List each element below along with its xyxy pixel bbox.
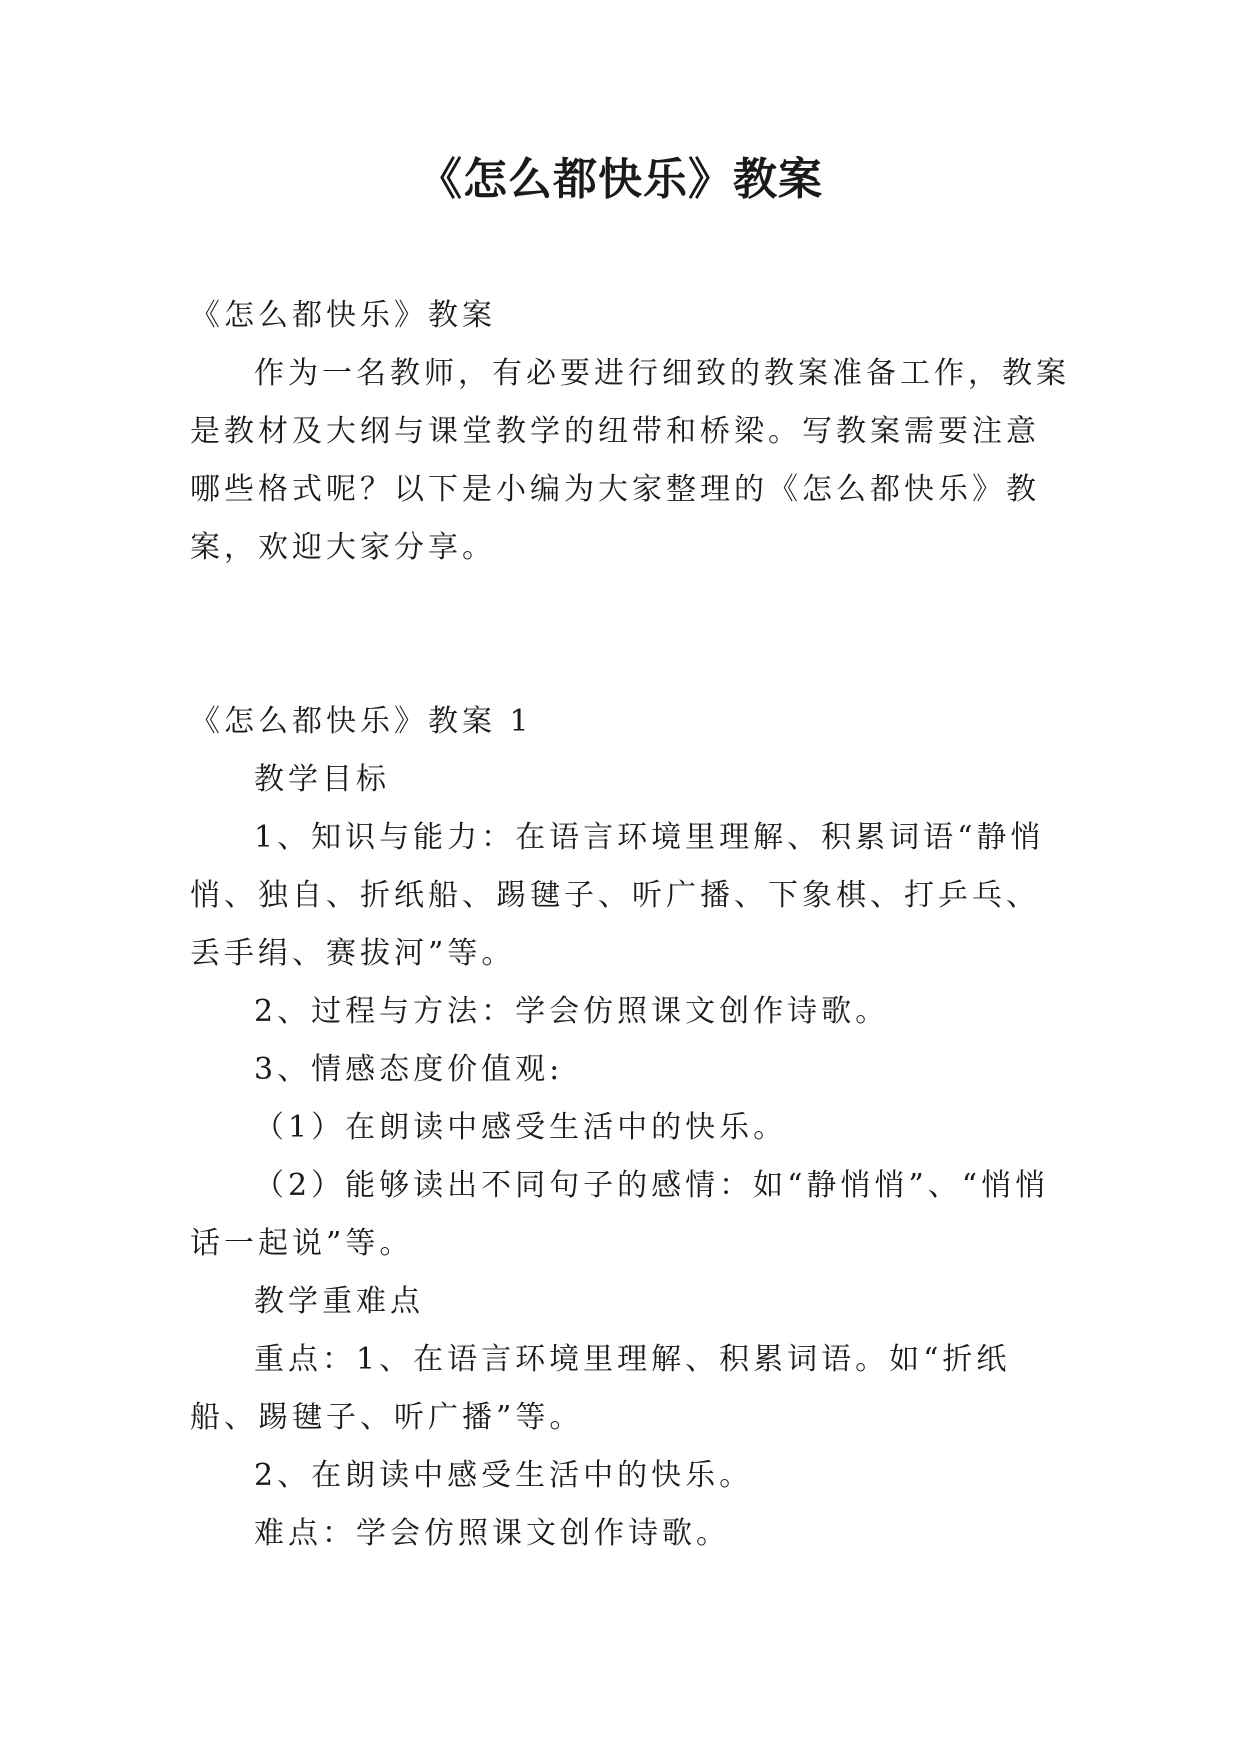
goal-3: 3、情感态度价值观: [254, 1052, 564, 1087]
key-point-2: 2、在朗读中感受生活中的快乐。 [254, 1458, 754, 1493]
intro-heading: 《怎么都快乐》教案 [190, 298, 496, 333]
intro-paragraph: 作为一名教师，有必要进行细致的教案准备工作，教案是教材及大纲与课堂教学的纽带和桥梁。写教案需要注意哪些格式呢？以下是小编为大家整理的《怎么都快乐》教案，欢迎大家分享。 [190, 356, 1070, 565]
goal-2: 2、过程与方法：学会仿照课文创作诗歌。 [254, 994, 890, 1029]
goal-3-2: （2）能够读出不同句子的感情：如“静悄悄”、“悄悄话一起说”等。 [190, 1168, 1050, 1261]
page-title: 《怎么都快乐》教案 [418, 154, 823, 205]
goal-3-1: （1）在朗读中感受生活中的快乐。 [254, 1110, 788, 1145]
difficulty: 难点：学会仿照课文创作诗歌。 [254, 1516, 730, 1551]
lesson1-section [190, 693, 1070, 1563]
lesson1-heading: 《怎么都快乐》教案 1 [190, 704, 533, 739]
goal-1: 1、知识与能力：在语言环境里理解、积累词语“静悄悄、独自、折纸船、踢毽子、听广播、下象棋、打乒乓、丢手绢、赛拔河”等。 [190, 820, 1045, 971]
key-points-heading: 教学重难点 [254, 1284, 424, 1319]
intro-section [190, 287, 1070, 577]
key-point-1: 重点：1、在语言环境里理解、积累词语。如“折纸船、踢毽子、听广播”等。 [190, 1342, 1011, 1435]
goals-heading: 教学目标 [254, 762, 390, 797]
